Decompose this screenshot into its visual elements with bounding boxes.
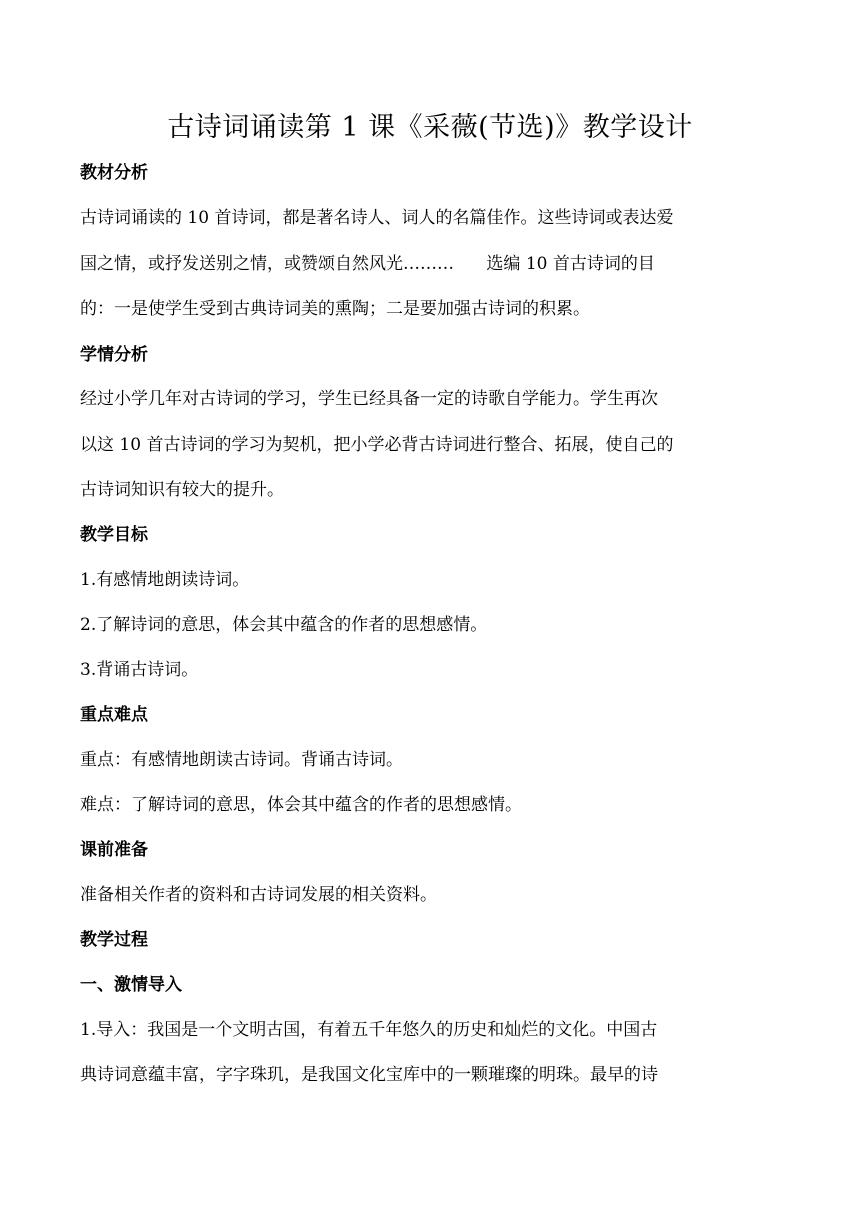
preparation-text: 准备相关作者的资料和古诗词发展的相关资料。 [80,885,437,905]
process-line-1: 1.导入：我国是一个文明古国，有着五千年悠久的历史和灿烂的文化。中国古 [80,1020,658,1040]
student-analysis-line-1: 经过小学几年对古诗词的学习，学生已经具备一定的诗歌自学能力。学生再次 [80,389,658,409]
student-analysis-line-2: 以这 10 首古诗词的学习为契机，把小学必背古诗词进行整合、拓展，使自己的 [80,435,674,455]
material-analysis-line-2: 国之情，或抒发送别之情，或赞颂自然风光……… 选编 10 首古诗词的目 [80,254,655,274]
material-analysis-line-1: 古诗词诵读的 10 首诗词，都是著名诗人、词人的名篇佳作。这些诗词或表达爱 [80,208,674,228]
document-title: 古诗词诵读第 1 课《采薇(节选)》教学设计 [167,112,693,143]
process-subheading-intro: 一、激情导入 [80,975,182,995]
section-heading-process: 教学过程 [80,930,148,950]
teaching-goal-item-2: 2.了解诗词的意思，体会其中蕴含的作者的思想感情。 [80,615,488,635]
student-analysis-line-3: 古诗词知识有较大的提升。 [80,480,284,500]
section-heading-material-analysis: 教材分析 [80,163,148,183]
key-point-difficulty: 难点：了解诗词的意思，体会其中蕴含的作者的思想感情。 [80,795,522,815]
section-heading-preparation: 课前准备 [80,840,148,860]
teaching-goal-item-3: 3.背诵古诗词。 [80,660,199,680]
section-heading-student-analysis: 学情分析 [80,345,148,365]
key-point-focus: 重点：有感情地朗读古诗词。背诵古诗词。 [80,750,403,770]
section-heading-key-points: 重点难点 [80,705,148,725]
teaching-goal-item-1: 1.有感情地朗读诗词。 [80,570,250,590]
section-heading-teaching-goals: 教学目标 [80,525,148,545]
process-line-2: 典诗词意蕴丰富，字字珠玑，是我国文化宝库中的一颗璀璨的明珠。最早的诗 [80,1065,658,1085]
material-analysis-line-3: 的：一是使学生受到古典诗词美的熏陶；二是要加强古诗词的积累。 [80,299,590,319]
